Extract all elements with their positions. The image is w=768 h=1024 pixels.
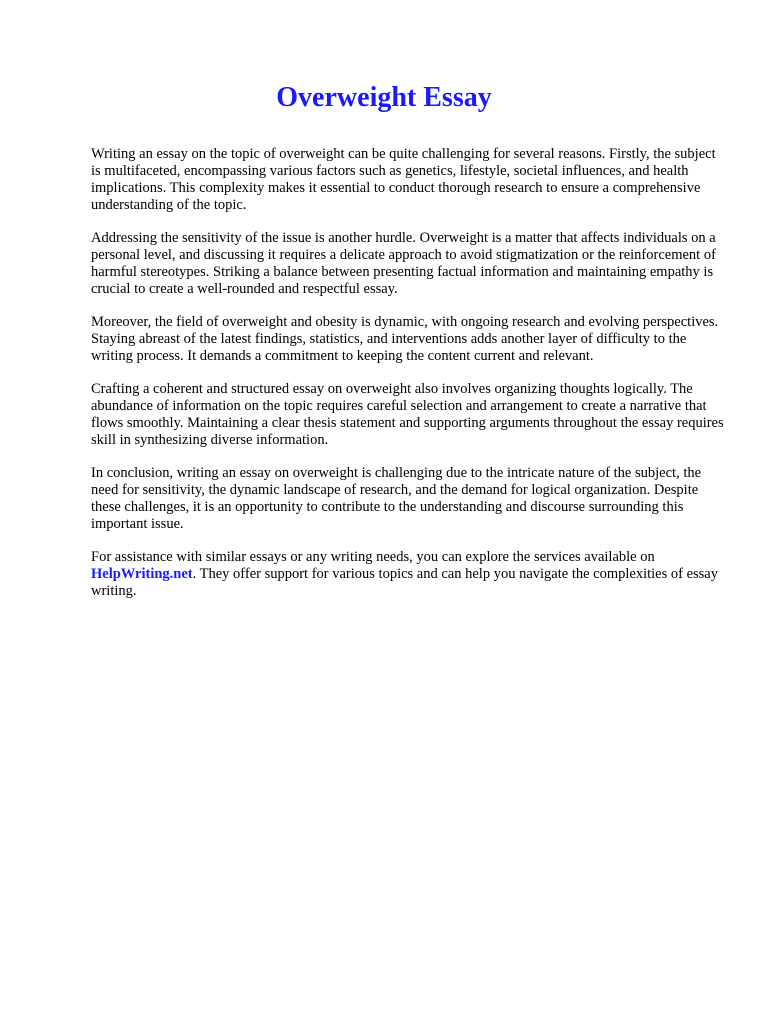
paragraph-4: Crafting a coherent and structured essay on overweight also involves organizing thoughts logically. The abundance of information on the topic requires careful selection and arrangement to create a narrative that flows smoothly. Maintaining a clear thesis statement and supporting arguments throughout the essay requires skill in synthesizing diverse information.: [91, 381, 724, 448]
paragraph-5: In conclusion, writing an essay on overweight is challenging due to the intricate nature of the subject, the need for sensitivity, the dynamic landscape of research, and the demand for logical organization. Despite these challenges, it is an opportunity to contribute to the understanding and discourse surrounding this important issue.: [91, 465, 702, 532]
paragraph-6: [91, 549, 727, 600]
helpwriting-link[interactable]: HelpWriting.net: [91, 566, 193, 582]
paragraph-6-after-link: . They offer support for various topics and can help you navigate the complexities of essay writing.: [91, 566, 718, 599]
paragraph-2: Addressing the sensitivity of the issue is another hurdle. Overweight is a matter that affects individuals on a personal level, and discussing it requires a delicate approach to avoid stigmatization or the reinforcement of harmful stereotypes. Striking a balance between presenting factual information and maintaining empathy is crucial to create a well-rounded and respectful essay.: [91, 230, 716, 297]
document-title: Overweight Essay: [276, 82, 492, 113]
document-body: [91, 146, 727, 616]
paragraph-6-before-link: For assistance with similar essays or any writing needs, you can explore the services available on: [91, 549, 655, 565]
paragraph-3: Moreover, the field of overweight and obesity is dynamic, with ongoing research and evolving perspectives. Staying abreast of the latest findings, statistics, and interventions adds another layer of difficulty to the writing process. It demands a commitment to keeping the content current and relevant.: [91, 314, 719, 364]
paragraph-1: Writing an essay on the topic of overweight can be quite challenging for several reasons. Firstly, the subject is multifaceted, encompassing various factors such as genetics, lifestyle, societal influences, and health implications. This complexity makes it essential to conduct thorough research to ensure a comprehensive understanding of the topic.: [91, 146, 716, 213]
